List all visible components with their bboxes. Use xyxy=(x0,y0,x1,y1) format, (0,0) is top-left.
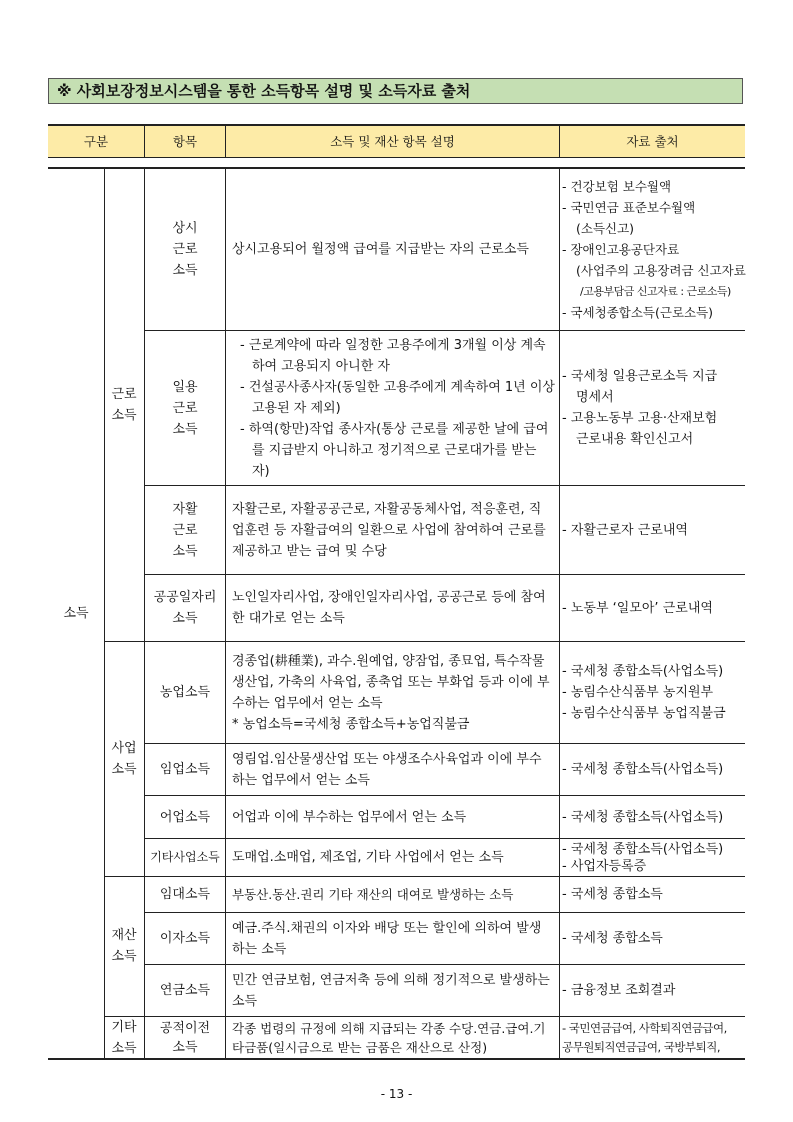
item-public-transfer: 공적이전 소득 xyxy=(159,1020,211,1055)
group-property: 재산 소득 xyxy=(111,928,137,964)
desc-regular-labor: 상시고용되어 월정액 급여를 지급받는 자의 근로소득 xyxy=(232,241,529,257)
desc-other-business: 도매업.소매업, 제조업, 기타 사업에서 얻는 소득 xyxy=(232,850,504,865)
desc-fishery: 어업과 이에 부수하는 업무에서 얻는 소득 xyxy=(232,809,467,825)
source-public-transfer: - 국민연금급여, 사학퇴직연금급여, 공무원퇴직연금급여, 국방부퇴직, xyxy=(562,1020,727,1054)
header-source: 자료 출처 xyxy=(626,134,679,149)
item-fishery: 어업소득 xyxy=(159,809,211,825)
page-number: - 13 - xyxy=(380,1087,413,1101)
desc-forestry: 영림업.임산물생산업 또는 야생조수사육업과 이에 부수하는 업무에서 얻는 소득 xyxy=(232,751,542,788)
item-forestry: 임업소득 xyxy=(159,762,211,777)
source-regular-labor: - 건강보험 보수월액 - 국민연금 표준보수월액 (소득신고) - 장애인고용공단자료 (사업주의 고용장려금 신고자료 /고용부담금 신고자료 : 근로소득) - 국세청종합소득(근로소득) xyxy=(562,178,746,320)
item-interest: 이자소득 xyxy=(159,931,211,946)
item-self-support: 자활 근로 소득 xyxy=(172,501,198,559)
header-description: 소득 및 재산 항목 설명 xyxy=(330,134,455,149)
source-interest: - 국세청 종합소득 xyxy=(562,931,663,946)
group-business: 사업 소득 xyxy=(111,740,137,777)
desc-daily-labor: - 근로계약에 따라 일정한 고용주에게 3개월 이상 계속하여 고용되지 아니한 자 - 건설공사종사자(동일한 고용주에게 계속하여 1년 이상 고용된 자 제외) - 하역(항만)작업 종사자(통상 근로를 제공한 날에 급여를 지급받지 아니하고 정기적으로 근로대가를 받는 자) xyxy=(240,337,555,479)
group-labor: 근로 소득 xyxy=(111,386,137,423)
desc-public-job: 노인일자리사업, 장애인일자리사업, 공공근로 등에 참여한 대가로 얻는 소득 xyxy=(232,590,546,626)
desc-pension: 민간 연금보험, 연금저축 등에 의해 정기적으로 발생하는 소득 xyxy=(232,972,550,1009)
source-pension: - 금융정보 조회결과 xyxy=(562,983,676,998)
source-farming: - 국세청 종합소득(사업소득) - 농림수산식품부 농지원부 - 농림수산식품부 농업직불금 xyxy=(562,664,726,721)
section-banner: ※ 사회보장정보시스템을 통한 소득항목 설명 및 소득자료 출처 xyxy=(48,78,743,104)
header-item: 항목 xyxy=(172,134,198,149)
source-daily-labor: - 국세청 일용근로소득 지급 명세서 - 고용노동부 고용·산재보험 근로내용 확인신고서 xyxy=(562,369,718,447)
item-pension: 연금소득 xyxy=(159,983,211,998)
table-header xyxy=(48,124,745,158)
desc-farming: 경종업(耕種業), 과수.원예업, 양잠업, 종묘업, 특수작물생산업, 가축의 사육업, 종축업 또는 부화업 등과 이에 부수하는 업무에서 얻는 소득 * 농업소득=국세청 종합소득+농업직불금 xyxy=(232,653,550,732)
item-rental: 임대소득 xyxy=(159,887,211,902)
source-forestry: - 국세청 종합소득(사업소득) xyxy=(562,762,724,777)
desc-rental: 부동산.동산.권리 기타 재산의 대여로 발생하는 소득 xyxy=(232,887,514,902)
item-regular-labor: 상시 근로 소득 xyxy=(172,220,198,278)
item-public-job: 공공일자리 소득 xyxy=(153,590,217,626)
desc-interest: 예금.주식.채권의 이자와 배당 또는 할인에 의하여 발생하는 소득 xyxy=(232,920,542,957)
source-other-business: - 국세청 종합소득(사업소득) - 사업자등록증 xyxy=(562,841,724,874)
group-other: 기타 소득 xyxy=(111,1019,137,1056)
item-daily-labor: 일용 근로 소득 xyxy=(172,379,198,437)
desc-public-transfer: 각종 법령의 규정에 의해 지급되는 각종 수당.연금.급여.기타금품(일시금으로 받는 금품은 재산으로 산정) xyxy=(232,1020,546,1055)
group-income: 소득 xyxy=(63,606,89,621)
source-public-job: - 노동부 ‘일모아’ 근로내역 xyxy=(562,600,713,616)
source-fishery: - 국세청 종합소득(사업소득) xyxy=(562,809,724,825)
source-self-support: - 자활근로자 근로내역 xyxy=(562,522,688,538)
header-category: 구분 xyxy=(83,134,109,149)
item-other-business: 기타사업소득 xyxy=(150,850,220,864)
item-farming: 농업소득 xyxy=(159,685,211,700)
desc-self-support: 자활근로, 자활공공근로, 자활공동체사업, 적응훈련, 직업훈련 등 자활급여의 일환으로 사업에 참여하여 근로를 제공하고 받는 급여 및 수당 xyxy=(232,501,546,559)
source-rental: - 국세청 종합소득 xyxy=(562,887,663,902)
